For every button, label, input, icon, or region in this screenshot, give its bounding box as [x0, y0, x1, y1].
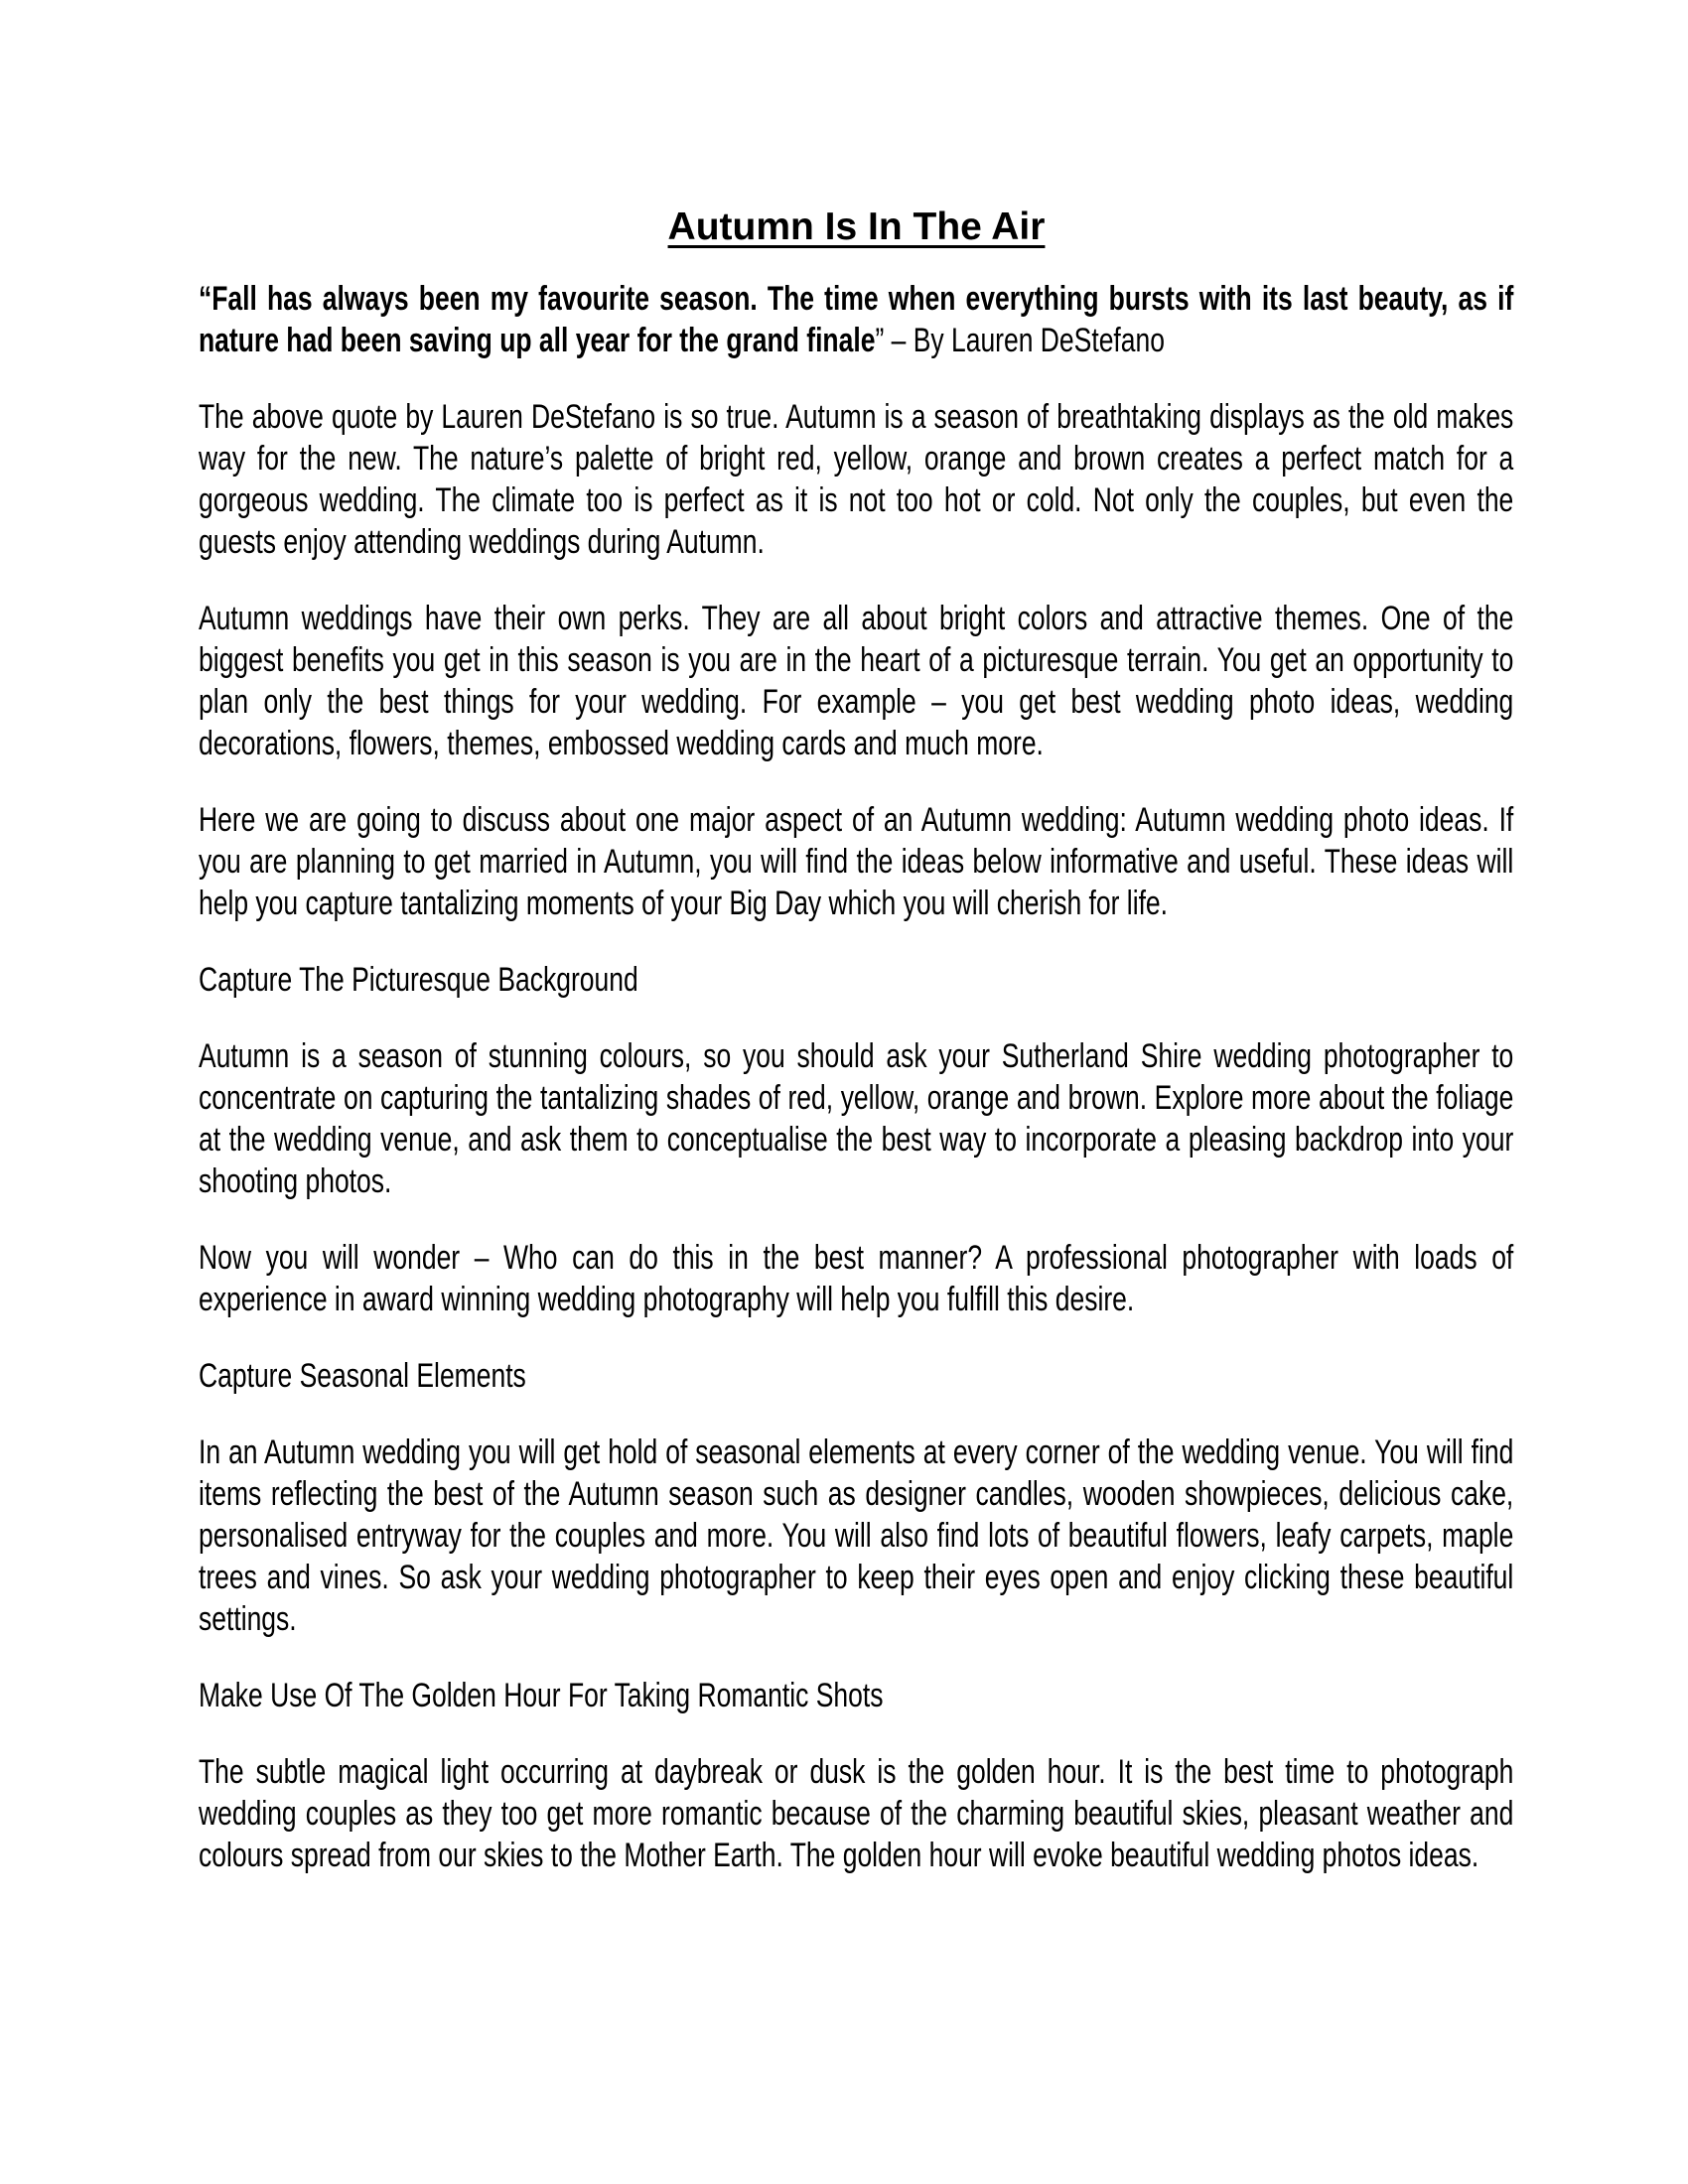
- paragraph-professional-photographer: Now you will wonder – Who can do this in the best manner? A professional photographer with loads of experience in award winning wedding photography will help you fulfill this desire.: [199, 1239, 1514, 1318]
- section-heading-picturesque-background: Capture The Picturesque Background: [199, 961, 638, 999]
- title-container: [199, 205, 1514, 250]
- paragraph-intro: The above quote by Lauren DeStefano is so true. Autumn is a season of breathtaking displays as the old makes way for the new. The nature’s palette of bright red, yellow, orange and brown creates a perfect match for a gorgeous wedding. The climate too is perfect as it is not too hot or cold. Not only the couples, but even the guests enjoy attending weddings during Autumn.: [199, 398, 1514, 561]
- paragraph-perks: Autumn weddings have their own perks. They are all about bright colors and attractive themes. One of the biggest benefits you get in this season is you are in the heart of a picturesque terrain. You get an opportunity to plan only the best things for your wedding. For example – you get best wedding photo ideas, wedding decorations, flowers, themes, embossed wedding cards and much more.: [199, 600, 1514, 762]
- paragraph-golden-hour: The subtle magical light occurring at daybreak or dusk is the golden hour. It is the best time to photograph wedding couples as they too get more romantic because of the charming beautiful skies, pleasant weather and colours spread from our skies to the Mother Earth. The golden hour will evoke beautiful wedding photos ideas.: [199, 1753, 1514, 1874]
- paragraph-picturesque-background: Autumn is a season of stunning colours, so you should ask your Sutherland Shire wedding photographer to concentrate on capturing the tantalizing shades of red, yellow, orange and brown. Explore more about the foliage at the wedding venue, and ask them to conceptualise the best way to incorporate a pleasing backdrop into your shooting photos.: [199, 1037, 1514, 1200]
- section-heading-golden-hour: Make Use Of The Golden Hour For Taking Romantic Shots: [199, 1677, 884, 1714]
- section-heading-seasonal-elements: Capture Seasonal Elements: [199, 1357, 526, 1395]
- document-body: [199, 278, 1513, 1911]
- quote-paragraph: [199, 278, 1513, 361]
- quote-attribution: ” – By Lauren DeStefano: [875, 322, 1165, 359]
- paragraph-seasonal-elements: In an Autumn wedding you will get hold of seasonal elements at every corner of the wedding venue. You will find items reflecting the best of the Autumn season such as designer candles, wooden showpieces, delicious cake, personalised entryway for the couples and more. You will also find lots of beautiful flowers, leafy carpets, maple trees and vines. So ask your wedding photographer to keep their eyes open and enjoy clicking these beautiful settings.: [199, 1433, 1514, 1638]
- quote-text: “Fall has always been my favourite season. The time when everything bursts with its last beauty, as if nature had been saving up all year for the grand finale: [199, 280, 1514, 359]
- document-title: Autumn Is In The Air: [667, 205, 1046, 248]
- paragraph-discuss: Here we are going to discuss about one major aspect of an Autumn wedding: Autumn wedding photo ideas. If you are planning to get married in Autumn, you will find the ideas below informative and useful. These ideas will help you capture tantalizing moments of your Big Day which you will cherish for life.: [199, 801, 1514, 922]
